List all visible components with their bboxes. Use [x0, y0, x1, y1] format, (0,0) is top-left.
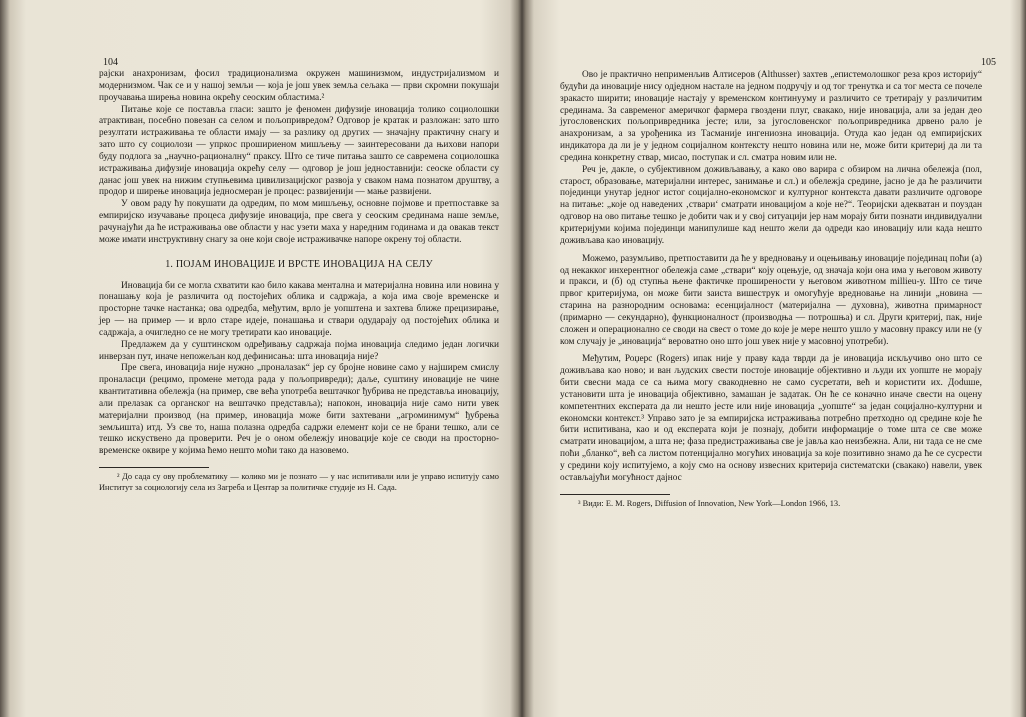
paragraph: Питање које се поставља гласи: зашто је феномен дифузије иновација толико социолошки атрактиван, посебно повезан са селом и пољопривредом? Одговор је кратак и разложан: зато што резултати истраживања те области имају — за разлику од других — значајну практичну снагу и зато што су социолози — упркос прошириеном мишљењу — заинтересовани да њихови напори буду подлога за „научно-рационалну“ праксу. Што се тиче питања зашто се савремена социолошка истраживања дифузије иновација окрећу селу — одговор је још једноставнији: сеоске области су данас још увек на нижим ступњевима цивилизацијског развоја у сваком нама познатом друштву, а продор и ширење иновација једносмеран је процес: развијенији — мање развијени. [99, 104, 499, 198]
page-number: 105 [981, 57, 996, 68]
footnote: ³ Види: E. M. Rogers, Diffusion of Innovation, New York—London 1966, 13. [578, 498, 841, 508]
text-column [99, 69, 499, 493]
paragraph: Међутим, Роџерс (Rogers) ипак није у праву када тврди да је иновација искључиво оно што се доживљава као ново; и ван људских свести постоје иновације објективно и људи их уопште не морају бити свесни мада се са њима могу свакодневно не само сусретати, већ и користити их. Доduше, установити шта је иновација објективно, замашан је задатак. Он ће се коначно иначе свести на оцену компетентних експерата да ли нешто јесте или није иновација „уопште“ за један социјално-културни и економски контекст.³ Управо зато је за емпиријска истраживања потребно претходно од средине које ће бити испитивана, као и од експерата који је познају, добити информације о томе шта се све може сматрати иновацијом, а шта не; фаза предистраживања све је јавља као неизбежна. Али, ни тада се не сме поћи „бланко“, већ са листом потенцијално могућих иновација за које позитивно знамо да ће се сусрести у средини коју испитујемо, а коју смо на основу извесних критерија систематски (свакако) навели, увек остављајући могућност дајнос [560, 354, 982, 483]
text-column [560, 70, 982, 509]
paragraph: У овом раду ћу покушати да одредим, по мом мишљењу, основне појмове и претпоставке за емпиријско изучавање процеса дифузије иновација, пре свега у сеоским срединама наше земље, рачунајући да ће истраживања ове области у нас узети маха у наредним годинама и да овакав текст може имати инструктивну снагу за оне који своје истраживачке напоре окрену тој области. [99, 199, 499, 245]
page-number: 104 [103, 57, 118, 68]
paragraph: рајски анахронизам, фосил традиционализма окружен машинизмом, индустријализмом и модернизмом. Чак се и у нашој земљи — која је још увек земља сељака — први скромни покушаји проучавања ширења новина окрећу сеоским областима.² [99, 69, 499, 103]
paragraph: Реч је, дакле, о субјективном доживљавању, а како ово варира с обзиром на лична обележја (пол, старост, образовање, материјални интерес, занимање и сл.) и обележја средине, јасно је да ће различити појединци унутар једног истог социјално-економског и културног контекста давати различите одговоре на питање: „које од наведених ‚ствари‘ сматрати иновацијом а које не?“. Теоријски адекватан и поуздан одговор на ово питање тешко је добити чак и у свој ситуацији јер нам морају бити познати индивидуални критеријуми којима појединци манипулише кад нешто жели да одреди као иновацију или када нешто доживљава као иновацију. [560, 164, 982, 246]
section-heading: 1. ПОЈАМ ИНОВАЦИЈЕ И ВРСТЕ ИНОВАЦИЈА НА СЕЛУ [165, 258, 433, 270]
footnote: ² До сада су ову проблематику — колико ми је познато — у нас испитивали или је управо испитују само Институт за социологију села из Загреба и Центар за политичке студије из Н. Сада. [99, 472, 499, 492]
left-page [8, 0, 516, 717]
paragraph: Иновација би се могла схватити као било какава ментална и материјална новина или новина у понашању која је различита од постојећих облика и садржаја, а која има своје временске и просторне тачке настанка; ова одредба, међутим, врло је уопштена и захтева ближе прецизирање, јер — на пример — и врло старе идеје, понашања и ствари одударају од постојећих облика и садржаја, а очигледно се не могу третирати као иновације. [99, 280, 499, 338]
paragraph: Пре свега, иновација није нужно „проналазак“ јер су бројне новине само у најширем смислу проналасци (рецимо, промене метода рада у пољопривреди); даље, суштину иновације не чине квантитативна обележја (на пример, све већа употреба вештачког ђубрива не представља иновацију, али прелазак са органског на вештачко представља); напокон, иновација није само нити увек материјални производ (на пример, иновација може бити захтевани „агроминимум“ ђубрења земљишта) итд. Уз све то, наша полазна одредба садржи елемент који се не брани тешко, али се тешко искуствено да проверити. Реч је о оном обележју иновације које се своди на просторно-временске оквире у којима ћемо нешто моћи тако да назовемо. [99, 363, 499, 457]
paragraph: Можемо, разумљиво, претпоставити да ће у вредновању и оцењивању иновације појединац поћи (а) од некакког инхерентног обележја саме „ствари“ коју оцењује, од значаја који она има у његовом животу и пракси, и (б) од ступња њене фактичке проширености у његовом животном millieu-у. Што се тиче првог критеријума, он може бити заиста вишеструк и омогућује вредновање на линији „новина — старина на разнородним основама: есенцијалност (материјална — духовна), животна примарност (примарно — секундарно), функционалност (производња — потрошња) и сл. Други критериј, пак, није сложен и операционално се своди на свест о томе до које је мере нешто ушло у масовну праксу или не (у ком случају је „иновација“ вероватно оно што још увек није у масовној употреби). [560, 253, 982, 347]
paragraph: Ово је практично неприменљив Алтисеров (Althusser) захтев „епистемолошког реза кроз историју“ будући да иновације нису одједном настале на једном подручју и од тог тренутка и са тог места се почеле зракасто ширити; иновације настају у временском континууму и различито се третирају у различитим срединама. За савременог америчког фармера гвоздени плуг, свакако, није иновација, али за један део југословенских пољопривредника јесте; или, за југословенског пољопривредника дрвено рало је анахронизам, а за урођеника из Тасманије ингениозна иновација. Отуда као један од емпиријских индикатора да ли је у једном социјалном контексту нешто новина или не, може бити критериј да ли та средина конкретну ствар, мисао, поступак и сл. смaтра новим или не. [560, 70, 982, 163]
footnote-divider [99, 467, 209, 468]
footnote-divider [560, 494, 670, 495]
right-page [526, 0, 1018, 717]
paragraph: Предлажем да у суштинском одређивању садржаја појма иновација следимо један логички инверзан пут, иначе непожељан код дефинисања: шта иновација није? [99, 339, 499, 362]
